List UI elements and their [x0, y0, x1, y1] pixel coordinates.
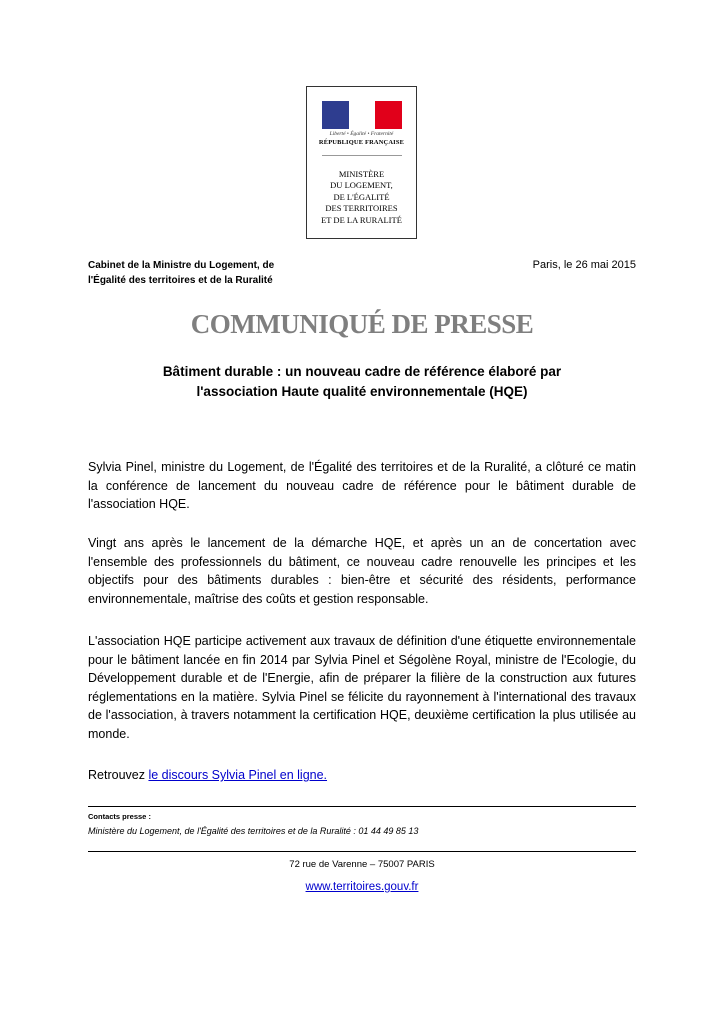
ministry-address: 72 rue de Varenne – 75007 PARIS	[289, 859, 435, 870]
republique-francaise-label: RÉPUBLIQUE FRANÇAISE	[318, 139, 405, 146]
cabinet-line-2: l'Égalité des territoires et de la Ruralité	[88, 275, 273, 286]
footer-divider-top	[88, 806, 636, 807]
document-subtitle	[88, 362, 636, 402]
ministry-name-line: DES TERRITOIRES	[325, 203, 398, 214]
body-paragraph-4	[88, 766, 636, 785]
logo-divider	[322, 155, 402, 156]
subtitle-line-2: l'association Haute qualité environnementale (HQE)	[196, 384, 528, 399]
footer-divider-bottom	[88, 851, 636, 852]
press-release-date: Paris, le 26 mai 2015	[532, 259, 636, 271]
speech-link[interactable]: le discours Sylvia Pinel en ligne.	[148, 768, 328, 782]
website-link[interactable]: www.territoires.gouv.fr	[305, 881, 419, 893]
ministry-logo	[306, 86, 417, 239]
subtitle-line-1: Bâtiment durable : un nouveau cadre de référence élaboré par	[162, 364, 562, 379]
ministry-name	[307, 169, 416, 226]
document-title: COMMUNIQUÉ DE PRESSE	[190, 309, 534, 339]
ministry-name-line: DU LOGEMENT,	[330, 180, 393, 191]
speech-link-prefix: Retrouvez	[88, 768, 149, 782]
cabinet-header	[88, 258, 378, 288]
press-contacts-line: Ministère du Logement, de l'Égalité des territoires et de la Ruralité : 01 44 49 85 13	[88, 826, 419, 836]
body-paragraph-1: Sylvia Pinel, ministre du Logement, de l'Égalité des territoires et de la Ruralité, a clôturé ce matin la conférence de lancement du nouveau cadre de référence pour le bâtiment durable de l'association HQE.	[88, 460, 636, 512]
ministry-name-line: ET DE LA RURALITÉ	[321, 214, 402, 225]
republic-motto: Liberté • Égalité • Fraternité	[329, 131, 394, 137]
cabinet-line-1: Cabinet de la Ministre du Logement, de	[88, 260, 275, 271]
ministry-name-line: MINISTÈRE	[338, 169, 385, 179]
press-contacts-label: Contacts presse :	[88, 812, 151, 821]
body-paragraph-2: Vingt ans après le lancement de la démarche HQE, et après un an de concertation avec l'ensemble des professionnels du bâtiment, ce nouveau cadre renouvelle les principes et les objectifs pour des bâtiments durables : bien-être et sécurité des résidents, performance environnementale, maîtrise des coûts et gestion responsable.	[88, 536, 636, 606]
ministry-name-line: DE L'ÉGALITÉ	[333, 191, 390, 202]
body-paragraph-3: L'association HQE participe activement aux travaux de définition d'une étiquette environnementale pour le bâtiment lancée en fin 2014 par Sylvia Pinel et Ségolène Royal, ministre de l'Ecologie, du Développement durable et de l'Energie, afin de préparer la filière de la construction aux futures réglementations en la matière. Sylvia Pinel se félicite du rayonnement à l'international des travaux de l'association, à travers notamment la certification HQE, deuxième certification la plus utilisée au monde.	[88, 634, 636, 741]
marianne-flag-icon	[322, 101, 402, 129]
